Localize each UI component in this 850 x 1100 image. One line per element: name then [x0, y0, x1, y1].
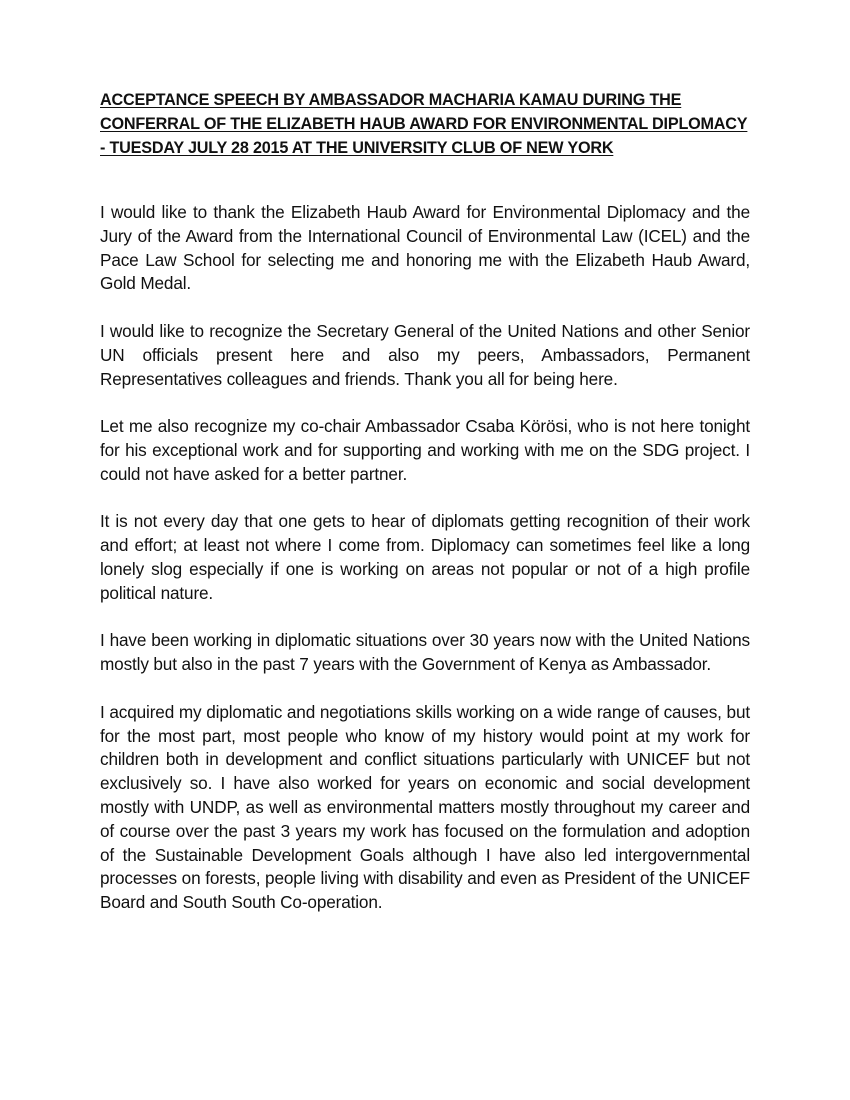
paragraph-skills: I acquired my diplomatic and negotiations skills working on a wide range of causes, but for the most part, most people who know of my history would point at my work for children both in development and conflict situations particularly with UNICEF but not exclusively so. I have also worked for years on economic and social development mostly with UNDP, as well as environmental matters mostly throughout my career and of course over the past 3 years my work has focused on the formulation and adoption of the Sustainable Development Goals although I have also led intergovernmental processes on forests, people living with disability and even as President of the UNICEF Board and South South Co-operation.	[100, 701, 750, 913]
document-title: ACCEPTANCE SPEECH BY AMBASSADOR MACHARIA KAMAU DURING THE CONFERRAL OF THE ELIZABETH HAUB AWARD FOR ENVIRONMENTAL DIPLOMACY - TUESDAY JULY 28 2015 AT THE UNIVERSITY CLUB OF NEW YORK	[100, 91, 748, 157]
paragraph-recognition: It is not every day that one gets to hear of diplomats getting recognition of their work and effort; at least not where I come from. Diplomacy can sometimes feel like a long lonely slog especially if one is working on areas not popular or not of a high profile political nature.	[100, 511, 750, 603]
document-page	[100, 88, 750, 939]
paragraph-thanks: I would like to thank the Elizabeth Haub Award for Environmental Diplomacy and the Jury of the Award from the International Council of Environmental Law (ICEL) and the Pace Law School for selecting me and honoring me with the Elizabeth Haub Award, Gold Medal.	[100, 202, 750, 294]
paragraph-recognize-officials: I would like to recognize the Secretary General of the United Nations and other Senior UN officials present here and also my peers, Ambassadors, Permanent Representatives colleagues and friends. Thank you all for being here.	[100, 320, 750, 389]
document-body	[100, 201, 750, 915]
paragraph-experience: I have been working in diplomatic situations over 30 years now with the United Nations mostly but also in the past 7 years with the Government of Kenya as Ambassador.	[100, 630, 750, 675]
paragraph-co-chair: Let me also recognize my co-chair Ambassador Csaba Körösi, who is not here tonight for his exceptional work and for supporting and working with me on the SDG project. I could not have asked for a better partner.	[100, 416, 750, 484]
